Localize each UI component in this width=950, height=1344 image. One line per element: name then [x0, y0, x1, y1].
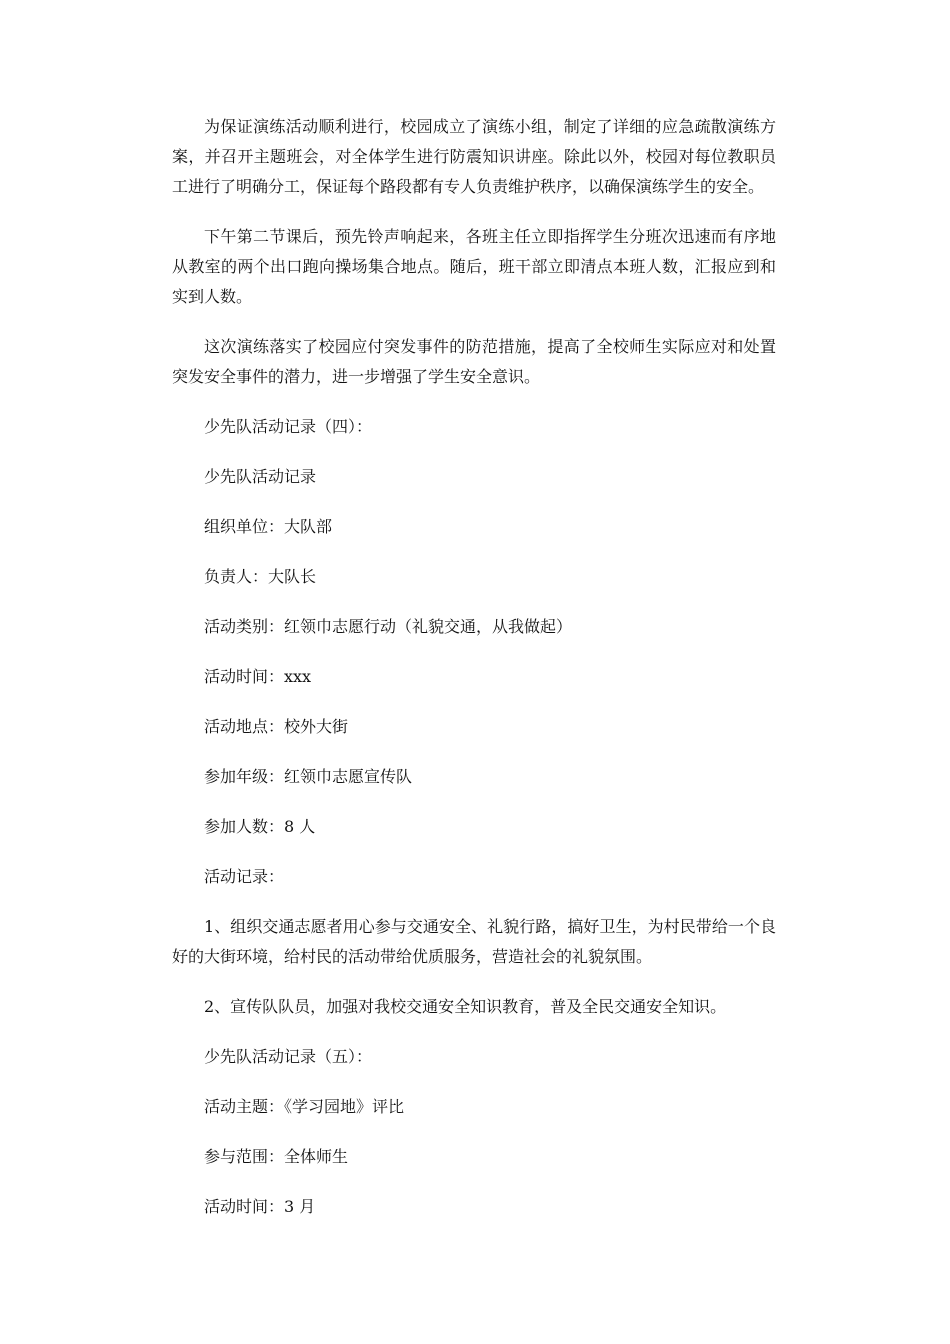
document-page: [172, 112, 776, 1242]
heading-record-five: 少先队活动记录（五）：: [204, 1047, 373, 1066]
field-time: 活动时间：xxx: [204, 667, 312, 686]
field-theme: 活动主题：《学习园地》评比: [204, 1097, 405, 1116]
field-organizer: 组织单位：大队部: [204, 517, 333, 536]
field-location: 活动地点：校外大街: [204, 717, 349, 736]
record-item-1: 1、组织交通志愿者用心参与交通安全、礼貌行路，搞好卫生，为村民带给一个良好的大街环境，给村民的活动带给优质服务，营造社会的礼貌氛围。: [172, 917, 776, 966]
paragraph-drill-summary: 这次演练落实了校园应付突发事件的防范措施，提高了全校师生实际应对和处置突发安全事件的潜力，进一步增强了学生安全意识。: [172, 337, 776, 386]
field-time-2: 活动时间：3 月: [204, 1197, 316, 1216]
field-record-label: 活动记录：: [204, 867, 285, 886]
record-item-2: 2、宣传队队员，加强对我校交通安全知识教育，普及全民交通安全知识。: [204, 997, 727, 1016]
paragraph-drill-process: 下午第二节课后，预先铃声响起来，各班主任立即指挥学生分班次迅速而有序地从教室的两个出口跑向操场集合地点。随后，班干部立即清点本班人数，汇报应到和实到人数。: [172, 227, 776, 306]
field-responsible: 负责人：大队长: [204, 567, 317, 586]
record-title: 少先队活动记录: [204, 467, 317, 486]
field-participants: 参加人数：8 人: [204, 817, 316, 836]
heading-record-four: 少先队活动记录（四）：: [204, 417, 373, 436]
field-scope: 参与范围：全体师生: [204, 1147, 349, 1166]
paragraph-drill-organization: 为保证演练活动顺利进行，校园成立了演练小组，制定了详细的应急疏散演练方案，并召开主题班会，对全体学生进行防震知识讲座。除此以外，校园对每位教职员工进行了明确分工，保证每个路段都有专人负责维护秩序，以确保演练学生的安全。: [172, 117, 776, 196]
field-grade: 参加年级：红领巾志愿宣传队: [204, 767, 413, 786]
field-category: 活动类别：红领巾志愿行动（礼貌交通，从我做起）: [204, 617, 573, 636]
